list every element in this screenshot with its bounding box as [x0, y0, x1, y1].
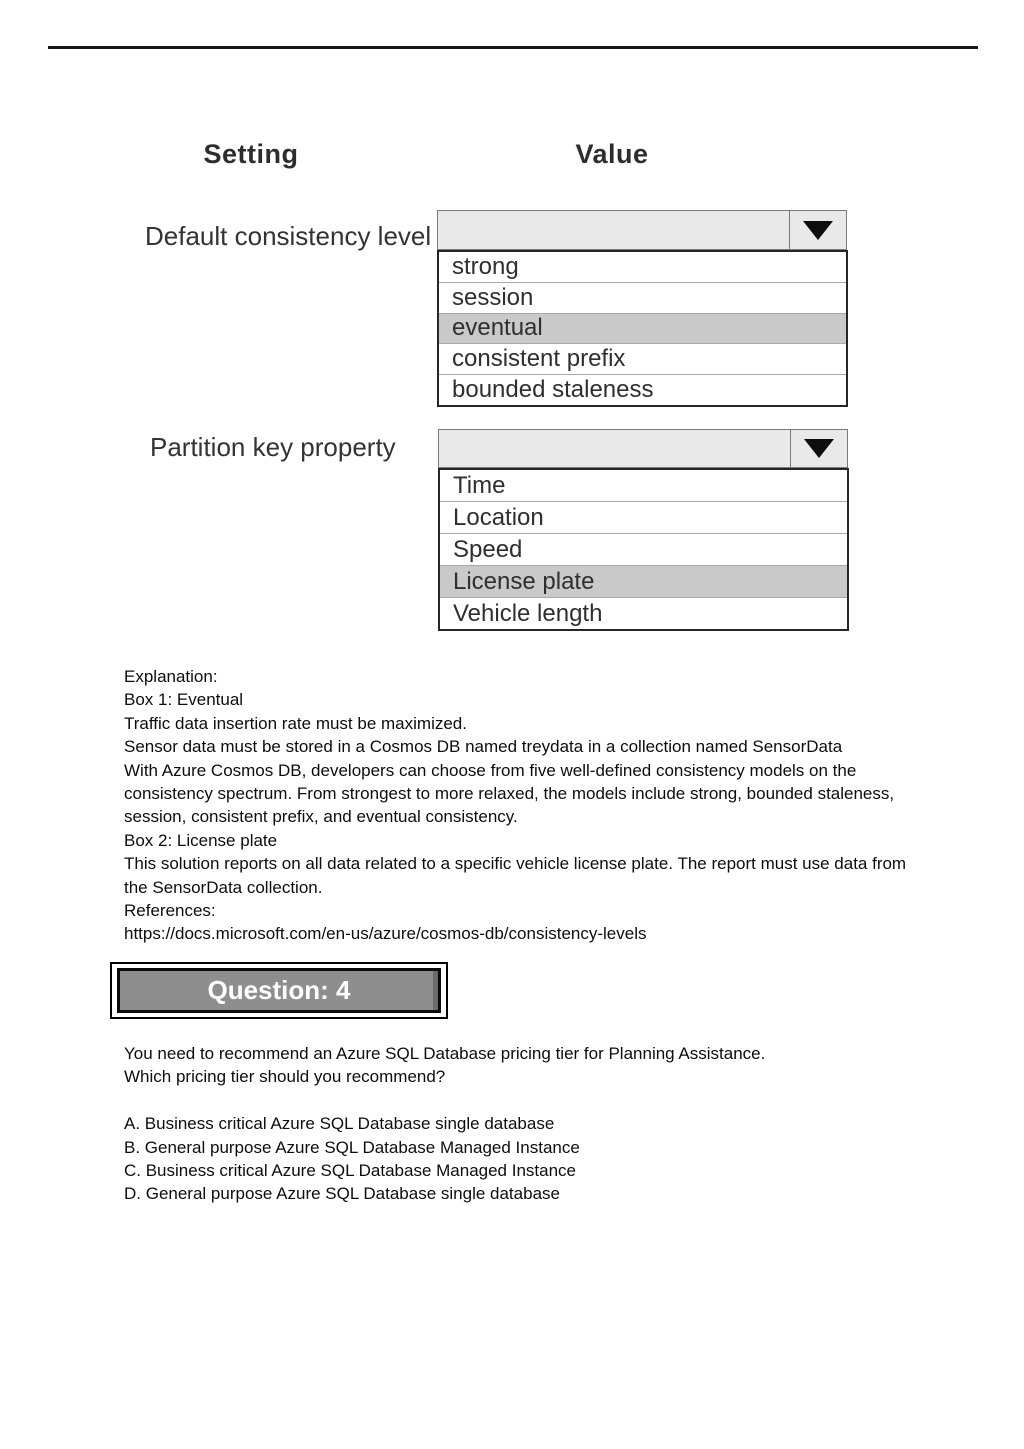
dropdown-option[interactable]: Vehicle length	[440, 597, 847, 629]
dropdown-option[interactable]: session	[439, 282, 846, 313]
question-banner	[110, 962, 448, 1019]
question-banner-label: Question: 4	[117, 968, 441, 1013]
answer-option-b: B. General purpose Azure SQL Database Managed Instance	[124, 1137, 580, 1157]
explanation-line: Box 2: License plate	[124, 830, 278, 850]
dropdown-arrow-button[interactable]	[790, 430, 847, 467]
partition-key-options-list	[438, 468, 849, 631]
explanation-line: session, consistent prefix, and eventual consistency.	[124, 807, 518, 827]
dropdown-option-selected[interactable]: License plate	[440, 565, 847, 597]
explanation-line: References:	[124, 901, 216, 921]
partition-key-property-dropdown[interactable]	[438, 429, 848, 468]
explanation-line: Box 1: Eventual	[124, 690, 244, 710]
dropdown-option[interactable]: Location	[440, 501, 847, 533]
dropdown-option[interactable]: Time	[453, 471, 506, 499]
consistency-options-list	[437, 250, 848, 407]
setting-column-header: Setting	[203, 139, 299, 169]
dropdown-option-selected[interactable]: eventual	[439, 313, 846, 344]
explanation-line: This solution reports on all data related to a specific vehicle license plate. The report must use data from	[124, 854, 907, 874]
reference-url: https://docs.microsoft.com/en-us/azure/cosmos-db/consistency-levels	[124, 924, 647, 944]
explanation-line: With Azure Cosmos DB, developers can choose from five well-defined consistency models on the	[124, 760, 857, 780]
question-line: You need to recommend an Azure SQL Database pricing tier for Planning Assistance.	[124, 1044, 766, 1063]
setting-label-default-consistency-level: Default consistency level	[145, 221, 432, 251]
page-divider	[48, 46, 978, 49]
answer-option-a: A. Business critical Azure SQL Database single database	[124, 1114, 555, 1134]
default-consistency-level-dropdown[interactable]	[437, 210, 847, 250]
explanation-line: consistency spectrum. From strongest to more relaxed, the models include strong, bounded staleness,	[124, 784, 895, 804]
explanation-line: Sensor data must be stored in a Cosmos DB named treydata in a collection named SensorData	[124, 737, 843, 757]
question-line: Which pricing tier should you recommend?	[124, 1067, 446, 1087]
dropdown-arrow-icon	[803, 221, 833, 240]
explanation-line: Explanation:	[124, 667, 218, 686]
dropdown-option[interactable]: Speed	[440, 533, 847, 565]
dropdown-option[interactable]: strong	[452, 252, 519, 280]
setting-label-partition-key-property: Partition key property	[150, 432, 396, 462]
explanation-line: Traffic data insertion rate must be maximized.	[124, 713, 467, 733]
dropdown-arrow-icon	[804, 439, 834, 458]
question-block	[124, 1042, 974, 1206]
dropdown-option[interactable]: consistent prefix	[439, 343, 846, 374]
explanation-block	[124, 665, 974, 946]
blank-line	[124, 1089, 974, 1112]
dropdown-option[interactable]: bounded staleness	[439, 374, 846, 405]
answer-option-d: D. General purpose Azure SQL Database single database	[124, 1184, 560, 1204]
value-column-header: Value	[575, 139, 649, 169]
explanation-line: the SensorData collection.	[124, 877, 323, 897]
answer-option-c: C. Business critical Azure SQL Database Managed Instance	[124, 1161, 576, 1181]
dropdown-arrow-button[interactable]	[789, 211, 846, 249]
